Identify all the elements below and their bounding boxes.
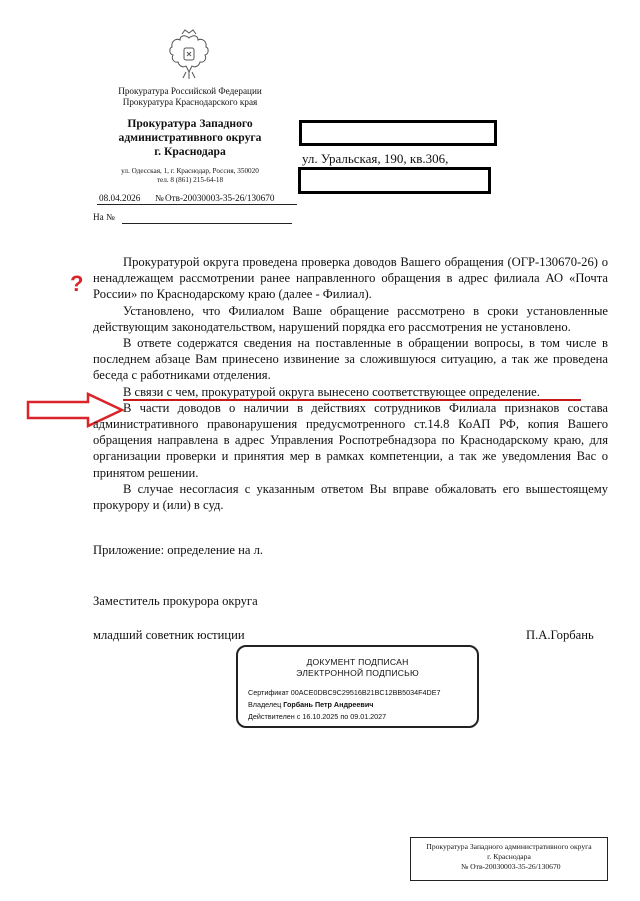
valid-from-value: 16.10.2025 — [302, 712, 339, 721]
certificate-label: Сертификат — [248, 688, 289, 697]
signatory-position: Заместитель прокурора округа — [93, 594, 258, 608]
signatory-name: П.А.Горбань — [526, 628, 594, 642]
redacted-recipient-name — [299, 120, 497, 146]
paragraph-2: Установлено, что Филиалом Ваше обращение рассмотрено в сроки установленные действующим законодательством, нарушений порядка его рассмотрения не установлено. — [93, 303, 608, 334]
doc-date: 08.04.2026 — [99, 193, 141, 203]
validity-row — [248, 712, 386, 721]
registration-stamp-city: г. Краснодара — [487, 852, 531, 861]
dept-name-line1: Прокуратура Западного — [127, 117, 253, 130]
paragraph-3: В ответе содержатся сведения на поставленные в обращении вопросы, в том числе в последнем абзаце Вам принесено извинение за сложившуюся ситуацию, а так же проведена беседа с работниками отделения. — [93, 336, 608, 383]
doc-number-underline — [97, 204, 297, 205]
paragraph-4-highlighted — [93, 384, 608, 400]
org-phone: тел. 8 (861) 215-64-18 — [156, 176, 224, 184]
valid-to-label: по — [340, 712, 349, 721]
question-mark-annotation: ? — [70, 271, 84, 296]
registration-stamp-org: Прокуратура Западного административного округа — [426, 842, 592, 851]
registration-stamp-number: № Отв-20030003-35-26/130670 — [461, 862, 561, 871]
dept-name-line3: г. Краснодара — [154, 145, 226, 158]
e-signature-stamp — [236, 645, 479, 728]
signatory-rank: младший советник юстиции — [93, 628, 245, 642]
doc-number: Отв-20030003-35-26/130670 — [165, 193, 275, 203]
org-address: ул. Одесская, 1, г. Краснодар, Россия, 350020 — [121, 167, 259, 175]
certificate-row — [248, 688, 441, 697]
letter-body — [93, 254, 608, 513]
owner-row — [248, 700, 373, 709]
org-name-federation: Прокуратура Российской Федерации — [118, 86, 262, 96]
redacted-recipient-city — [298, 167, 491, 194]
certificate-value: 00ACE0DBC9C29516B21BC12BB5034F4DE7 — [290, 688, 441, 697]
paragraph-5: В части доводов о наличии в действиях сотрудников Филиала признаков состава административного правонарушения предусмотренного ст.14.8 КоАП РФ, копия Вашего обращения направлена в адрес Управления Роспотребнадзора по Краснодарскому краю, для организации проверки и принятия мер в рамках компетенции, а так же уведомления Вас о принятом решении. — [93, 400, 608, 480]
owner-label: Владелец — [248, 700, 282, 709]
dept-name-line2: административного округа — [118, 131, 262, 144]
valid-to-value: 09.01.2027 — [350, 712, 387, 721]
reference-prefix: На № — [93, 212, 115, 222]
org-name-region: Прокуратура Краснодарского края — [122, 97, 258, 107]
valid-from-label: Действителен с — [248, 712, 301, 721]
doc-number-prefix: № — [155, 193, 164, 203]
appendix-line: Приложение: определение на л. — [93, 543, 263, 557]
owner-value: Горбань Петр Андреевич — [283, 700, 374, 709]
red-underline-annotation — [123, 399, 581, 402]
e-signature-title-1: ДОКУМЕНТ ПОДПИСАН — [306, 657, 409, 667]
recipient-address: ул. Уральская, 190, кв.306, — [302, 151, 449, 166]
coat-of-arms-emblem — [166, 28, 212, 80]
paragraph-4-text: В связи с чем, прокуратурой округа вынесено соответствующее определение. — [123, 384, 540, 399]
e-signature-title-2: ЭЛЕКТРОННОЙ ПОДПИСЬЮ — [296, 668, 419, 678]
registration-stamp — [410, 837, 608, 881]
paragraph-1: Прокуратурой округа проведена проверка доводов Вашего обращения (ОГР-130670-26) о ненадлежащем рассмотрении ранее направленного обращения в адрес филиала АО «Почта России» по Краснодарскому краю (далее - Филиал). — [93, 255, 608, 302]
paragraph-6: В случае несогласия с указанным ответом Вы вправе обжаловать его вышестоящему прокурору и (или) в суд. — [93, 481, 608, 513]
reference-underline — [122, 223, 292, 224]
